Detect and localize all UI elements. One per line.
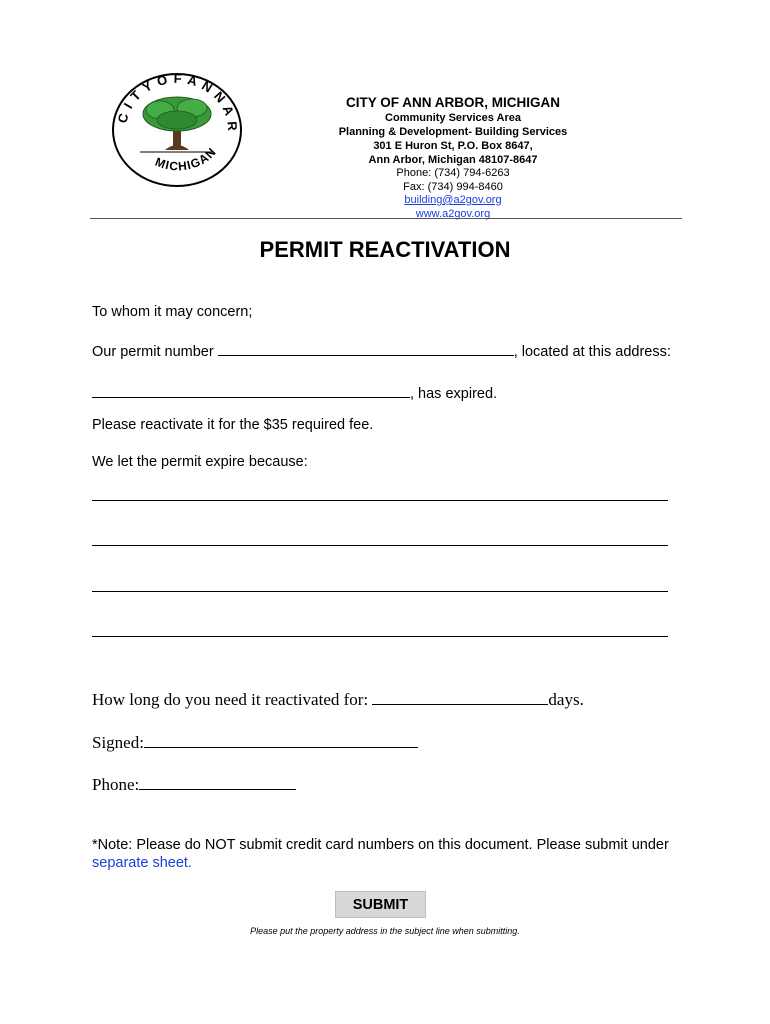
reason-line-1[interactable]	[92, 500, 668, 501]
reason-prompt: We let the permit expire because:	[92, 454, 308, 470]
signature-field[interactable]	[144, 733, 418, 748]
reason-line-3[interactable]	[92, 591, 668, 592]
reason-line-4[interactable]	[92, 636, 668, 637]
duration-row	[92, 690, 584, 710]
phone-label: Phone:	[92, 775, 140, 794]
duration-label: How long do you need it reactivated for:	[92, 690, 369, 709]
expired-label: , has expired.	[410, 386, 498, 402]
fee-sentence: Please reactivate it for the $35 required fee.	[92, 417, 374, 433]
address-row	[92, 385, 497, 402]
address-field[interactable]	[92, 385, 410, 398]
letterhead	[300, 94, 606, 221]
area-name: Community Services Area	[385, 112, 521, 124]
city-state-zip: Ann Arbor, Michigan 48107-8647	[368, 154, 538, 166]
city-name: CITY OF ANN ARBOR, MICHIGAN	[346, 95, 560, 110]
fax-number: Fax: (734) 994-8460	[403, 180, 503, 193]
submission-instruction: Please put the property address in the subject line when submitting.	[250, 926, 520, 936]
phone-row	[92, 775, 296, 795]
salutation: To whom it may concern;	[92, 304, 253, 320]
duration-unit: days.	[548, 690, 584, 709]
duration-field[interactable]	[372, 690, 548, 705]
phone-field[interactable]	[139, 775, 296, 790]
phone-number: Phone: (734) 794-6263	[396, 167, 510, 179]
signed-label: Signed:	[92, 733, 144, 752]
city-seal-logo	[110, 70, 244, 188]
permit-number-row	[92, 343, 671, 360]
header-divider	[90, 218, 682, 219]
street-address: 301 E Huron St, P.O. Box 8647,	[373, 140, 533, 152]
note-text: *Note: Please do NOT submit credit card numbers on this document. Please submit under	[92, 837, 669, 853]
signed-row	[92, 733, 418, 753]
reason-line-2[interactable]	[92, 545, 668, 546]
email-link[interactable]: building@a2gov.org	[404, 194, 502, 206]
department-name: Planning & Development- Building Services	[338, 126, 568, 138]
website-link[interactable]: www.a2gov.org	[415, 207, 491, 220]
svg-text:C I T Y O F A N N A R B: C I T Y O F A N N A R	[114, 70, 241, 133]
permit-number-label: Our permit number	[92, 344, 214, 360]
permit-number-field[interactable]	[218, 343, 514, 356]
page-title: PERMIT REACTIVATION	[259, 237, 511, 262]
svg-text:MICHIGAN: MICHIGAN	[153, 144, 220, 174]
permit-address-label: , located at this address:	[513, 344, 671, 360]
separate-sheet-link[interactable]: separate sheet.	[92, 855, 192, 871]
submit-button[interactable]: SUBMIT	[335, 891, 426, 918]
credit-card-note	[92, 836, 682, 872]
